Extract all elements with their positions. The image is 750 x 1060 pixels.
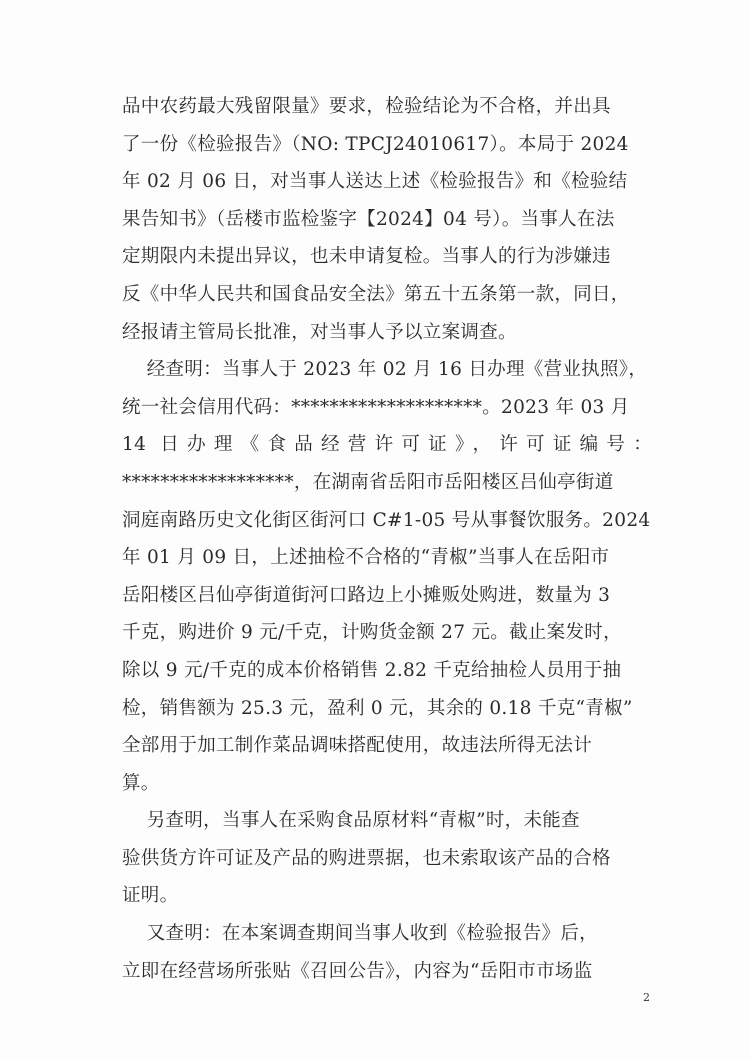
document-body <box>122 88 652 990</box>
text-line: 岳阳楼区吕仙亭街道街河口路边上小摊贩处购进，数量为 3 <box>122 584 611 606</box>
text-line: 立即在经营场所张贴《召回公告》，内容为“岳阳市市场监 <box>122 960 593 982</box>
text-line: 品中农药最大残留限量》要求，检验结论为不合格，并出具 <box>122 96 611 117</box>
text-line: ******************，在湖南省岳阳市岳阳楼区吕仙亭街道 <box>122 471 614 493</box>
text-line: 定期限内未提出异议，也未申请复检。当事人的行为涉嫌违 <box>122 246 611 268</box>
text-line: 千克，购进价 9 元/千克，计购货金额 27 元。截止案发时， <box>122 622 622 644</box>
text-line: 全部用于加工制作菜品调味搭配使用，故违法所得无法计 <box>122 735 593 757</box>
text-line: 年 02 月 06 日，对当事人送达上述《检验报告》和《检验结 <box>122 171 628 193</box>
text-line: 算。 <box>122 772 160 794</box>
text-line: 除以 9 元/千克的成本价格销售 2.82 千克给抽检人员用于抽 <box>122 659 622 681</box>
text-line: 经报请主管局长批准，对当事人予以立案调查。 <box>122 321 517 343</box>
text-line: 14 日办理《食品经营许可证》，许可证编号： <box>122 434 652 456</box>
text-line: 果告知书》（岳楼市监检鉴字【2024】04 号）。当事人在法 <box>122 208 615 230</box>
text-line: 检，销售额为 25.3 元，盈利 0 元，其余的 0.18 千克“青椒” <box>122 697 633 719</box>
text-line: 统一社会信用代码：********************。2023 年 03 月 <box>122 396 630 418</box>
text-line: 证明。 <box>122 885 179 907</box>
text-line: 又查明：在本案调查期间当事人收到《检验报告》后， <box>122 923 598 945</box>
text-line: 经查明：当事人于 2023 年 02 月 16 日办理《营业执照》， <box>122 359 648 381</box>
text-line: 年 01 月 09 日，上述抽检不合格的“青椒”当事人在岳阳市 <box>122 547 610 569</box>
text-line: 另查明，当事人在采购食品原材料“青椒”时，未能查 <box>122 810 580 832</box>
text-line: 反《中华人民共和国食品安全法》第五十五条第一款，同日， <box>122 283 630 305</box>
text-line: 验供货方许可证及产品的购进票据，也未索取该产品的合格 <box>122 847 611 869</box>
text-line: 洞庭南路历史文化街区街河口 C#1-05 号从事餐饮服务。2024 <box>122 509 651 531</box>
page-number: 2 <box>643 991 650 1004</box>
text-line: 了一份《检验报告》（NO: TPCJ24010617）。本局于 2024 <box>122 133 629 155</box>
